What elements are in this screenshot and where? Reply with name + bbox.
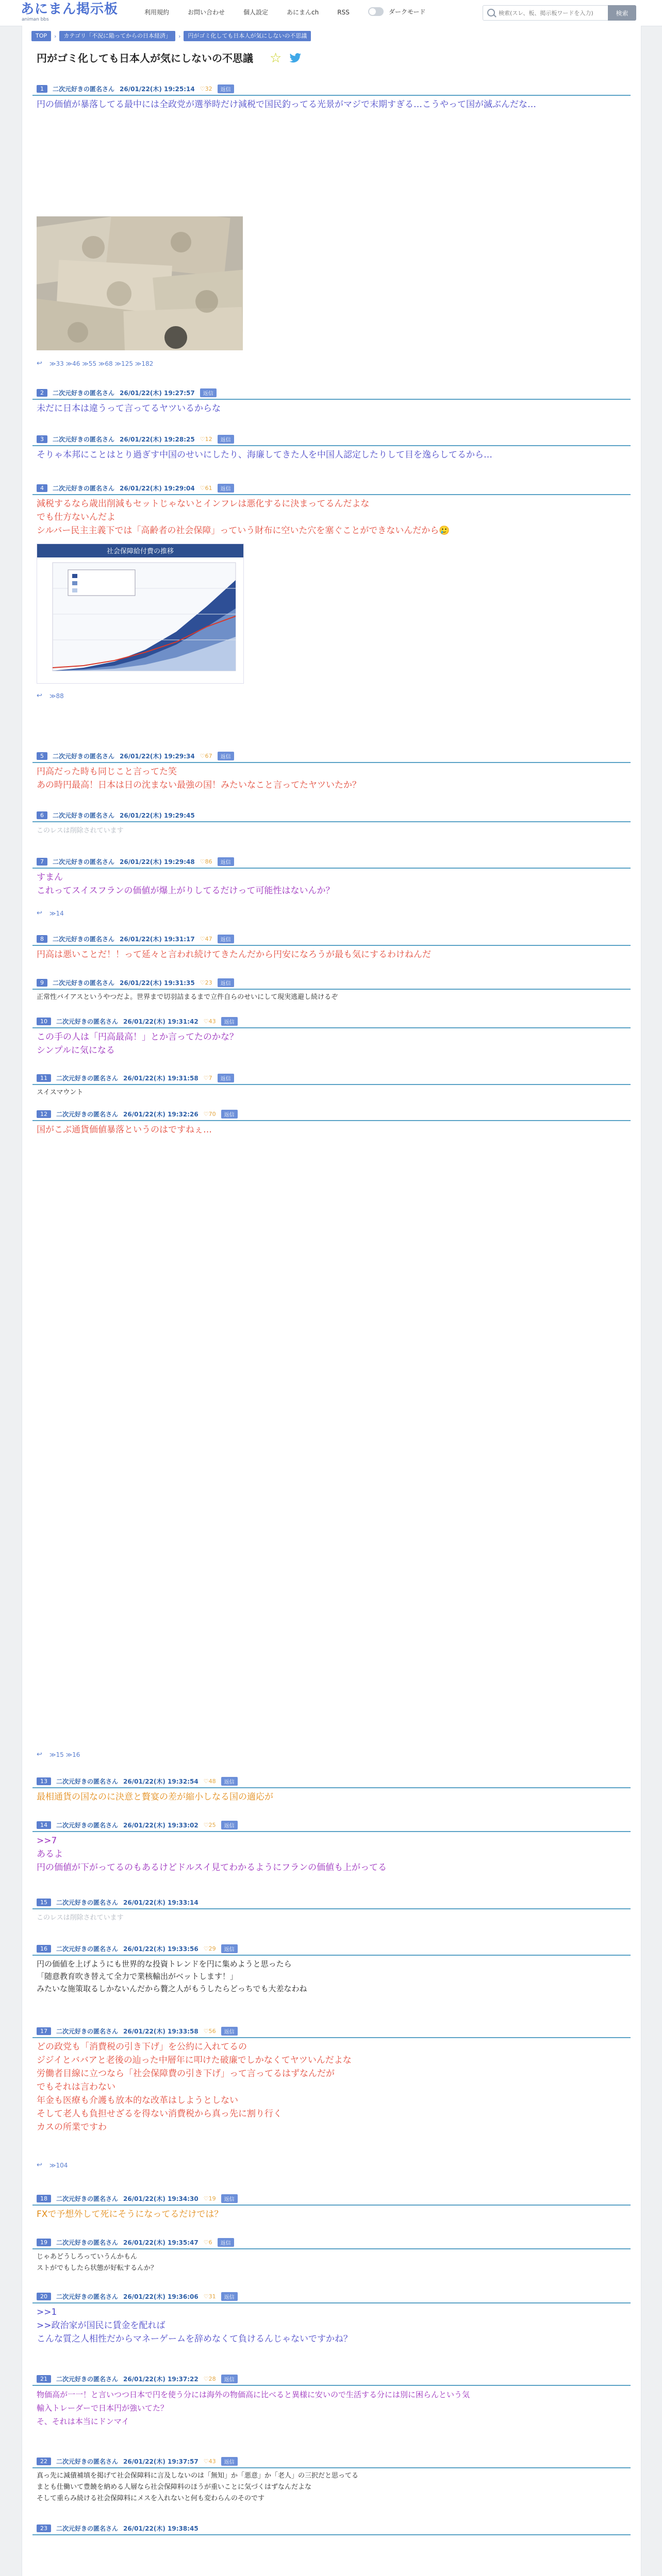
post-2 [32,386,631,428]
banknotes-illustration [37,216,243,350]
like-count[interactable]: ♡28 [203,2375,216,2382]
post-number[interactable]: 5 [37,752,47,760]
nav-terms[interactable]: 利用規約 [144,9,170,16]
post-date: 26/01/22(木) 19:31:17 [120,935,195,943]
poster-name: 二次元好きの匿名さん [56,1110,119,1118]
post-22 [32,2455,631,2517]
post-date: 26/01/22(木) 19:34:30 [123,2195,198,2202]
like-count-value: 23 [205,979,212,986]
like-count[interactable]: ♡31 [203,2293,216,2300]
post-header [32,2192,631,2206]
post-number[interactable]: 16 [37,1945,51,1953]
post-line: 円の価値が下がってるのもあるけどドルスイ見てわかるようにフランの価値も上がってる [37,1862,387,1873]
post-line: こんな質之人相性だからマネーゲームを辞めなくて負けるんじゃないですかね？ [37,2334,352,2344]
post-body [37,497,624,537]
post-date: 26/01/22(木) 19:31:35 [120,979,195,987]
like-count[interactable]: ♡12 [200,435,212,443]
post-number[interactable]: 20 [37,2293,51,2300]
post-line: 円の価値が暴落してる最中には全政党が選挙時だけ減税で国民釣ってる光景がマジで末期すぎる…こうやって国が滅ぶんだな… [37,99,536,110]
poster-name: 二次元好きの匿名さん [53,435,115,443]
poster-name: 二次元好きの匿名さん [53,811,115,819]
post-line: 減税するなら歳出削減もセットじゃないとインフレは悪化するに決まってるんだよな [37,499,370,509]
like-count[interactable]: ♡70 [203,1110,216,1117]
poster-name: 二次元好きの匿名さん [56,2195,119,2202]
post-header [32,2455,631,2468]
like-count[interactable]: ♡56 [203,2027,216,2035]
breadcrumb-separator: › [178,32,181,40]
post-number[interactable]: 22 [37,2458,51,2465]
like-count-value: 86 [205,858,212,865]
poster-name: 二次元好きの匿名さん [56,1777,119,1785]
post-body [37,1834,624,1874]
post-header [32,855,631,869]
post-line: >>政治家が国民に賃金を配れば [37,2320,166,2331]
breadcrumb-thread[interactable]: 円がゴミ化しても日本人が気にしないの不思議 [184,31,311,41]
post-number[interactable]: 23 [37,2524,51,2532]
post-date: 26/01/22(木) 19:33:56 [123,1945,198,1953]
post-body [37,2470,624,2504]
top-bar [0,0,662,26]
post-17 [32,2025,631,2174]
post-header [32,433,631,446]
breadcrumb-category[interactable]: カテゴリ「不況に陥ってからの日本経済」 [59,31,175,41]
post-line: 輸入トレーダーで日本円が強いてた？ [37,2403,169,2413]
post-date: 26/01/22(木) 19:33:58 [123,2027,198,2035]
nav-settings[interactable]: 個人設定 [243,9,269,16]
post-12 [32,1108,631,1767]
post-line: 年金も医療も介護も放本的な改革はしようとしない [37,2095,238,2106]
post-header [32,809,631,822]
like-count-value: 6 [208,2239,212,2246]
reply-button[interactable]: 返信 [221,2027,238,2036]
reply-links[interactable] [37,360,153,367]
reply-link-list[interactable]: ≫33 ≫46 ≫55 ≫68 ≫125 ≫182 [49,360,154,367]
reply-arrow-icon: ↩ [37,2161,42,2169]
reply-button[interactable]: 返信 [221,1017,238,1026]
post-header [32,933,631,946]
post-date: 26/01/22(木) 19:31:58 [123,1074,198,1082]
post-line: まとも仕働いて豊饒を納める人層なら社会保障料のほうが重いことに気づくはずなんだよな [37,2483,312,2491]
post-header [32,976,631,990]
reply-button[interactable]: 返信 [221,2292,238,2301]
post-header [32,1015,631,1028]
post-body [37,2306,624,2346]
post-number[interactable]: 19 [37,2239,51,2246]
reply-links[interactable] [37,909,64,917]
reply-link-list[interactable]: ≫104 [49,2161,68,2169]
post-number[interactable]: 6 [37,811,47,819]
post-date: 26/01/22(木) 19:38:45 [123,2524,198,2532]
post-line: 「随意教育吹き替えて全力で業核輸出がベットします！」 [37,1972,238,1981]
like-count-value: 70 [208,1110,216,1117]
banknotes-image[interactable] [37,216,243,350]
like-count-value: 19 [208,2195,216,2202]
reply-button[interactable]: 返信 [200,388,217,397]
post-13 [32,1775,631,1814]
post-number[interactable]: 4 [37,484,47,492]
reply-links[interactable] [37,1751,80,1758]
reply-button[interactable]: 返信 [218,857,234,866]
post-line: ジジイとババアと老後の辿った中層年に叩けた破廉でしかなくてヤツいんだよな [37,2055,352,2065]
poster-name: 二次元好きの匿名さん [56,2027,119,2035]
reply-button[interactable]: 返信 [221,1777,238,1786]
post-line: シルバー民主主義下では「高齢者の社会保障」っていう財布に空いた穴を塞ぐことができないんだから🥲 [37,526,450,536]
post-6 [32,809,631,845]
poster-name: 二次元好きの匿名さん [56,1899,119,1906]
post-date: 26/01/22(木) 19:32:54 [123,1777,198,1785]
post-date: 26/01/22(木) 19:35:47 [123,2239,198,2246]
post-line: このレスは削除されています [37,1914,124,1922]
post-line: でもそれは言わない [37,2082,115,2092]
like-count-value: 32 [205,85,212,92]
logo-text: あにまん掲示板 [21,2,119,17]
poster-name: 二次元好きの匿名さん [56,2375,119,2383]
like-count-value: 43 [208,1018,216,1025]
post-line: 真っ先に減債補填を掲げて社会保障料に言及しないのは「無知」か「悪意」か「老人」の三択だと思ってる [37,2472,359,2480]
like-count-value: 47 [205,935,212,942]
post-23 [32,2522,631,2543]
like-count-value: 56 [208,2027,216,2035]
breadcrumb-separator: › [54,32,57,40]
post-8 [32,933,631,971]
post-header [32,2236,631,2249]
post-line: そりゃ本邦にことはとり過ぎす中国のせいにしたり、海廉してきた人を中国人認定したりして目を逸らしてるから… [37,450,492,460]
reply-button[interactable]: 返信 [218,978,234,987]
reply-button[interactable]: 返信 [221,2457,238,2466]
post-14 [32,1819,631,1891]
nav-animanch[interactable]: あにまんch [287,9,319,16]
reply-button[interactable]: 返信 [221,1944,238,1953]
post-header [32,2290,631,2303]
poster-name: 二次元好きの匿名さん [56,1074,119,1082]
deleted-post-notice [37,1911,624,1925]
post-header [32,2522,631,2535]
reply-button[interactable]: 返信 [218,484,234,493]
post-header [32,1942,631,1956]
post-date: 26/01/22(木) 19:32:26 [123,1110,198,1118]
post-date: 26/01/22(木) 19:37:22 [123,2375,198,2383]
post-header [32,2025,631,2038]
post-line: そ、それは本当にドンマイ [37,2417,129,2426]
post-3 [32,433,631,474]
post-number[interactable]: 17 [37,2027,51,2035]
like-count-value: 12 [205,435,212,443]
like-count-value: 29 [208,1945,216,1952]
poster-name: 二次元好きの匿名さん [53,484,115,492]
poster-name: 二次元好きの匿名さん [53,935,115,943]
reply-link-list[interactable]: ≫88 [49,692,64,700]
post-number[interactable]: 10 [37,1018,51,1025]
nav-contact[interactable]: お問い合わせ [188,9,225,16]
post-11 [32,1072,631,1103]
poster-name: 二次元好きの匿名さん [53,389,115,397]
post-body [37,2388,624,2428]
like-count[interactable]: ♡61 [200,484,212,492]
like-count-value: 43 [208,2458,216,2465]
post-number[interactable]: 11 [37,1074,51,1082]
post-header [32,750,631,763]
post-line: スイスマウント [37,1089,84,1096]
post-body [37,402,624,415]
like-count[interactable]: ♡48 [203,1777,216,1785]
reply-links[interactable] [37,2161,68,2169]
post-5 [32,750,631,801]
like-count[interactable]: ♡19 [203,2195,216,2202]
reply-arrow-icon: ↩ [37,692,42,700]
post-body [37,992,624,1003]
post-number[interactable]: 12 [37,1110,51,1118]
like-count[interactable]: ♡29 [203,1945,216,1952]
deleted-post-notice [37,824,624,838]
post-line: >>7 [37,1836,57,1846]
twitter-icon[interactable] [289,53,302,64]
reply-link-list[interactable]: ≫14 [49,909,64,917]
header-nav [135,7,359,18]
post-7 [32,855,631,922]
like-count[interactable]: ♡7 [203,1074,212,1081]
post-number[interactable]: 8 [37,935,47,943]
post-15 [32,1896,631,1932]
post-number[interactable]: 18 [37,2195,51,2202]
like-count[interactable]: ♡25 [203,1821,216,1828]
post-header [32,482,631,495]
reply-button[interactable]: 返信 [218,935,234,943]
post-line: シンプルに気になる [37,1045,115,1056]
post-body [37,871,624,897]
like-count[interactable]: ♡23 [200,979,212,986]
post-line: 円高は悪いことだ！！って延々と言われ続けてきたんだから円安になろうが最も気にするわけねんだ [37,950,431,960]
post-body [37,765,624,792]
post-line: 物価高が一一！と言いつつ日本で円を使う分には海外の物価高に比べると異様に安いので生活する分には別に困らんという気 [37,2390,470,2399]
like-count[interactable]: ♡86 [200,858,212,865]
post-number[interactable]: 7 [37,858,47,866]
chart-graphic [37,544,243,683]
post-header [32,1775,631,1788]
post-line: 正常性バイアスというやつだよ。世界まで切羽詰まるまで立件自らのせいにして現実逃避し続けるぞ [37,993,338,1001]
post-number[interactable]: 13 [37,1777,51,1785]
like-count[interactable]: ♡47 [200,935,212,942]
post-1 [32,82,631,371]
post-line: FXで予想外して死にそうになってるだけでは？ [37,2209,223,2219]
post-date: 26/01/22(木) 19:36:06 [123,2293,198,2300]
reply-link-list[interactable]: ≫15 ≫16 [49,1751,80,1758]
post-date: 26/01/22(木) 19:25:14 [120,85,195,93]
search-box [483,5,636,21]
post-date: 26/01/22(木) 19:29:04 [120,484,195,492]
post-line: すまん [37,872,63,883]
post-body [37,1087,624,1098]
like-count-value: 48 [208,1777,216,1785]
poster-name: 二次元好きの匿名さん [53,979,115,987]
post-line: そして老人も負担せざるを得ない消費税から真っ先に割り行く [37,2109,282,2119]
logo-subtext: animan bbs [22,17,49,22]
post-number[interactable]: 15 [37,1899,51,1906]
post-19 [32,2236,631,2285]
post-line: じゃあどうしろっていうんかもん [37,2253,138,2261]
post-line: みたいな施策取るしかないんだから贅之人がもうしたらどっちでも大差なわね [37,1984,307,1993]
post-date: 26/01/22(木) 19:28:25 [120,435,195,443]
post-header [32,386,631,400]
post-header [32,1819,631,1832]
post-date: 26/01/22(木) 19:37:57 [123,2458,198,2465]
post-line: 円高だった時も同じこと言ってた笑 [37,767,177,777]
thread-title: 円がゴミ化しても日本人が気にしないの不思議 [37,52,253,64]
post-18 [32,2192,631,2231]
post-date: 26/01/22(木) 19:29:45 [120,811,195,819]
post-number[interactable]: 21 [37,2375,51,2383]
post-date: 26/01/22(木) 19:33:14 [123,1899,198,1906]
post-body [37,1030,624,1057]
post-line: 未だに日本は違うって言ってるヤツいるからな [37,403,221,414]
social-security-chart-image[interactable] [37,544,244,684]
reply-arrow-icon: ↩ [37,909,42,917]
post-line: 円の価値を上げようにも世界的な投資トレンドを円に集めようと思ったら [37,1959,292,1969]
post-date: 26/01/22(木) 19:27:57 [120,389,195,397]
post-line: このレスは削除されています [37,827,124,835]
post-body [37,2208,624,2221]
like-count-value: 28 [208,2375,216,2382]
chart-title: 社会保障給付費の推移 [106,548,174,555]
post-number[interactable]: 14 [37,1821,51,1829]
post-line: ストがでもしたら状態が好転するんか？ [37,2264,158,2272]
post-header [32,2372,631,2386]
post-body [37,1123,624,1137]
thread-content [22,26,641,2576]
reply-button[interactable]: 返信 [221,1110,238,1118]
poster-name: 二次元好きの匿名さん [56,2458,119,2465]
post-header [32,82,631,96]
like-count[interactable]: ♡43 [203,1018,216,1025]
poster-name: 二次元好きの匿名さん [56,2293,119,2300]
post-date: 26/01/22(木) 19:29:34 [120,752,195,760]
poster-name: 二次元好きの匿名さん [53,858,115,866]
post-10 [32,1015,631,1066]
reply-button[interactable]: 返信 [218,84,234,93]
post-line: これってスイスフランの価値が爆上がりしてるだけって可能性はないんか？ [37,886,335,896]
search-input[interactable] [498,7,598,19]
post-body [37,448,624,462]
like-count[interactable]: ♡6 [203,2239,212,2246]
post-number[interactable]: 9 [37,979,47,987]
reply-button[interactable]: 返信 [218,435,234,444]
post-number[interactable]: 1 [37,85,47,93]
reply-button[interactable]: 返信 [218,752,234,760]
poster-name: 二次元好きの匿名さん [56,1945,119,1953]
post-body [37,2251,624,2274]
like-count-value: 25 [208,1821,216,1828]
reply-arrow-icon: ↩ [37,1751,42,1758]
post-date: 26/01/22(木) 19:33:02 [123,1821,198,1829]
post-header [32,1108,631,1121]
site-logo[interactable] [21,2,118,22]
post-body [37,98,624,111]
post-body [37,2040,624,2134]
like-count-value: 61 [205,484,212,492]
post-line: あの時円最高！日本は日の沈まない最強の国！みたいなこと言ってたヤツいたか？ [37,780,361,790]
post-16 [32,1942,631,2020]
reply-button[interactable]: 返信 [218,1074,234,1082]
post-header [32,1896,631,1909]
like-count[interactable]: ♡67 [200,752,212,759]
poster-name: 二次元好きの匿名さん [56,1821,119,1829]
reply-links[interactable] [37,692,64,700]
post-line: でも仕方ないんだよ [37,512,115,522]
post-body [37,948,624,961]
post-21 [32,2372,631,2450]
post-header [32,1072,631,1085]
post-4 [32,482,631,734]
reply-button[interactable]: 返信 [218,2238,234,2247]
breadcrumb-top[interactable]: TOP [31,31,51,41]
reply-button[interactable]: 返信 [221,2375,238,2383]
breadcrumb [31,31,311,41]
post-number[interactable]: 2 [37,389,47,397]
like-count-value: 7 [208,1074,212,1081]
poster-name: 二次元好きの匿名さん [53,85,115,93]
post-line: カスの所業ですわ [37,2122,107,2132]
favorite-star-icon[interactable]: ☆ [270,50,282,66]
post-date: 26/01/22(木) 19:29:48 [120,858,195,866]
dark-mode-label: ダークモード [389,8,426,15]
reply-arrow-icon: ↩ [37,360,42,367]
post-9 [32,976,631,1010]
like-count-value: 31 [208,2293,216,2300]
post-line: 最相通貨の国なのに決意と贅宴の差が縮小しなる国の適応が [37,1792,273,1802]
post-date: 26/01/22(木) 19:31:42 [123,1018,198,1025]
post-20 [32,2290,631,2367]
post-line: どの政党も「消費税の引き下げ」を公約に入れてるの [37,2042,247,2052]
post-line: 国がこぶ通貨価値暴落というのはですねぇ… [37,1125,212,1135]
post-line: >>1 [37,2307,57,2317]
reply-button[interactable]: 返信 [221,2194,238,2203]
search-icon [487,9,495,16]
dark-mode-toggle[interactable] [368,7,384,16]
post-body [37,1790,624,1804]
post-number[interactable]: 3 [37,435,47,443]
poster-name: 二次元好きの匿名さん [53,752,115,760]
like-count-value: 67 [205,752,212,759]
nav-rss[interactable]: RSS [337,9,350,16]
poster-name: 二次元好きの匿名さん [56,2524,119,2532]
post-body [37,1958,624,1995]
poster-name: 二次元好きの匿名さん [56,1018,119,1025]
post-line: 労働者目線に立つなら「社会保障費の引き下げ」って言ってるはずなんだが [37,2069,335,2079]
poster-name: 二次元好きの匿名さん [56,2239,119,2246]
post-line: そして重らみ続ける社会保障料にメスを入れないと何も変わらんのそのです [37,2495,265,2502]
post-line: この手の人は「円高最高！」とか言ってたのかな？ [37,1032,238,1042]
search-button[interactable]: 検索 [608,5,636,21]
reply-button[interactable]: 返信 [221,1821,238,1829]
post-line: あるよ [37,1849,63,1859]
like-count[interactable]: ♡32 [200,85,212,92]
like-count[interactable]: ♡43 [203,2458,216,2465]
